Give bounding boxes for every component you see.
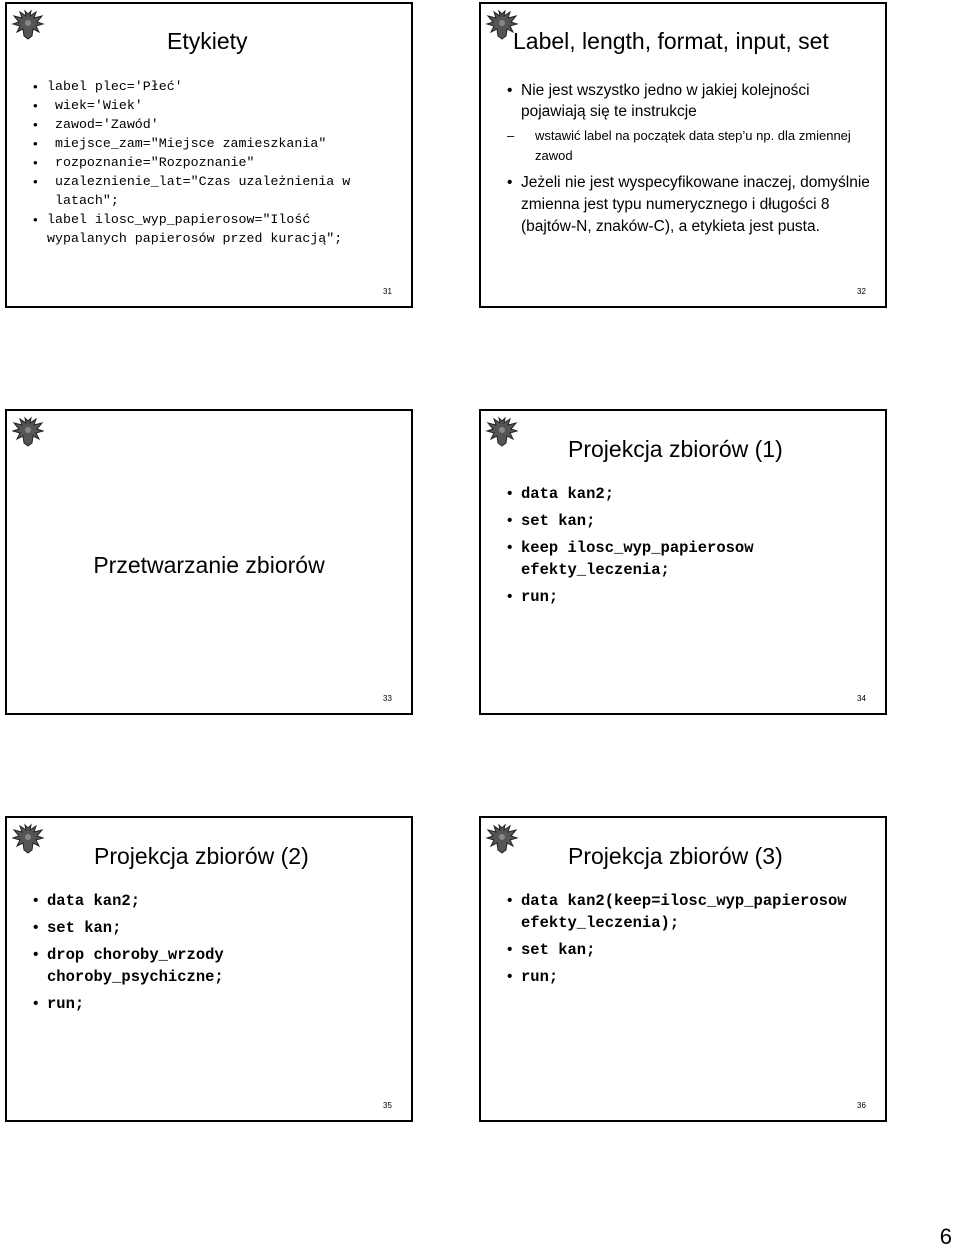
slide-title: Przetwarzanie zbiorów: [93, 552, 325, 578]
list-item: • zawod='Zawód': [33, 115, 393, 134]
code-line: • set kan;: [33, 917, 393, 939]
slide-33: [5, 409, 413, 715]
code-line: • keep ilosc_wyp_papierosow efekty_leczenia;: [507, 537, 867, 581]
code-list: [507, 483, 867, 613]
slide-31: [5, 2, 413, 308]
code-line: • data kan2(keep=ilosc_wyp_papierosow efekty_leczenia);: [507, 890, 857, 934]
slide-36: [479, 816, 887, 1122]
bullet-item: • Jeżeli nie jest wyspecyfikowane inaczej, domyślnie zmienna jest typu numerycznego i długości 8 (bajtów-N, znaków-C), a etykieta jest pusta.: [507, 174, 870, 235]
slide-title: Projekcja zbiorów (2): [94, 843, 309, 869]
slide-title: Label, length, format, input, set: [513, 28, 829, 54]
slide-32: [479, 2, 887, 308]
slide-number: 35: [383, 1101, 392, 1110]
slide-title: Projekcja zbiorów (1): [568, 436, 783, 462]
list-item: • label plec='Płeć': [33, 77, 393, 96]
slide-body: [507, 80, 877, 238]
slide-title: Etykiety: [167, 28, 248, 54]
eagle-emblem-icon: [11, 415, 45, 449]
list-item: • rozpoznanie="Rozpoznanie": [33, 153, 393, 172]
code-line: • run;: [507, 586, 867, 608]
list-item: • uzaleznienie_lat="Czas uzależnienia w latach";: [33, 172, 393, 210]
code-list: [507, 890, 857, 993]
label-list: [33, 77, 393, 248]
slide-35: [5, 816, 413, 1122]
page-number: 6: [939, 1224, 952, 1249]
bullet-item: • Nie jest wszystko jedno w jakiej kolejności pojawiają się te instrukcje: [507, 82, 810, 120]
code-line: • run;: [33, 993, 393, 1015]
slide-title: Projekcja zbiorów (3): [568, 843, 783, 869]
code-line: • drop choroby_wrzody choroby_psychiczne;: [33, 944, 393, 988]
eagle-emblem-icon: [11, 8, 45, 42]
slide-number: 33: [383, 694, 392, 703]
code-line: • set kan;: [507, 510, 867, 532]
slide-number: 36: [857, 1101, 866, 1110]
slide-number: 31: [383, 287, 392, 296]
code-line: • set kan;: [507, 939, 857, 961]
slide-number: 34: [857, 694, 866, 703]
slide-number: 32: [857, 287, 866, 296]
eagle-emblem-icon: [485, 822, 519, 856]
sub-bullet-item: – wstawić label na początek data step’u np. dla zmiennej zawod: [507, 128, 851, 163]
list-item: • wiek='Wiek': [33, 96, 393, 115]
code-line: • data kan2;: [507, 483, 867, 505]
list-item: • label ilosc_wyp_papierosow="Ilość wypalanych papierosów przed kuracją";: [33, 210, 393, 248]
code-line: • data kan2;: [33, 890, 393, 912]
code-list: [33, 890, 393, 1020]
eagle-emblem-icon: [11, 822, 45, 856]
list-item: • miejsce_zam="Miejsce zamieszkania": [33, 134, 393, 153]
eagle-emblem-icon: [485, 415, 519, 449]
slide-34: [479, 409, 887, 715]
code-line: • run;: [507, 966, 857, 988]
